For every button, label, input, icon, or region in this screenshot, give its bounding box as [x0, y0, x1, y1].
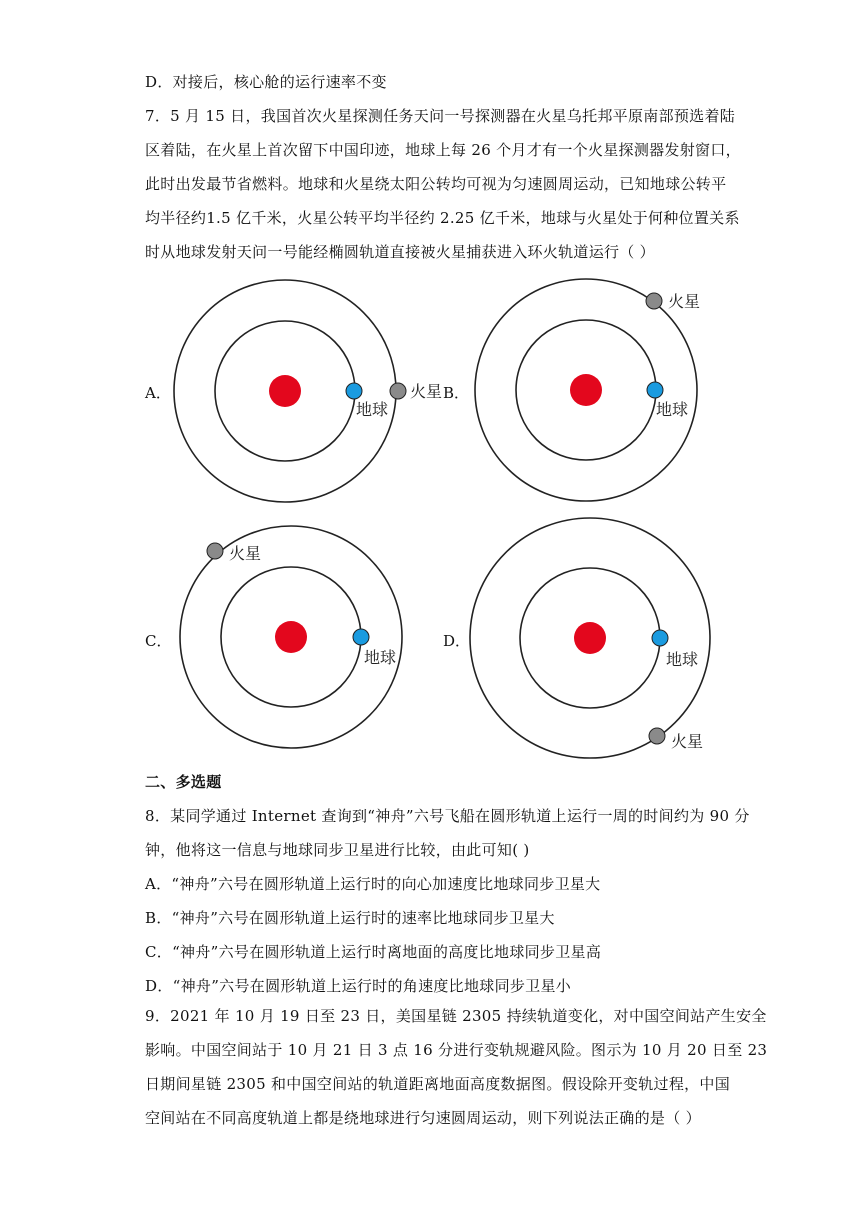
- q8-option-d[interactable]: D．“神舟”六号在圆形轨道上运行时的角速度比地球同步卫星小: [145, 977, 572, 995]
- mars-label: 火星: [229, 544, 262, 563]
- q6-option-d: D．对接后，核心舱的运行速率不变: [145, 73, 387, 91]
- q7-text-line: 均半径约1.5 亿千米，火星公转平均半径约 2.25 亿千米，地球与火星处于何种位置关系: [145, 209, 740, 227]
- mars-icon: [207, 543, 223, 559]
- sun-icon: [275, 621, 307, 653]
- q8-option-a[interactable]: A．“神舟”六号在圆形轨道上运行时的向心加速度比地球同步卫星大: [145, 875, 601, 893]
- section-heading-multiple-choice: 二、多选题: [145, 773, 222, 791]
- mars-label: 火星: [671, 732, 704, 751]
- earth-label: 地球: [356, 400, 389, 419]
- q7-option-c-label[interactable]: C．: [145, 632, 172, 650]
- earth-label: 地球: [656, 400, 689, 419]
- q7-option-b-label[interactable]: B．: [443, 384, 470, 402]
- sun-icon: [574, 622, 606, 654]
- earth-icon: [346, 383, 362, 399]
- earth-icon: [652, 630, 668, 646]
- q7-text-line: 此时出发最节省燃料。地球和火星绕太阳公转均可视为匀速圆周运动，已知地球公转平: [145, 175, 727, 193]
- q9-text-line: 空间站在不同高度轨道上都是绕地球进行匀速圆周运动，则下列说法正确的是（ ）: [145, 1109, 701, 1127]
- earth-label: 地球: [666, 650, 699, 669]
- sun-icon: [269, 375, 301, 407]
- sun-icon: [570, 374, 602, 406]
- q7-option-b-diagram: [470, 273, 710, 513]
- q9-text-line: 日期间星链 2305 和中国空间站的轨道距离地面高度数据图。假设除开变轨过程，中国: [145, 1075, 731, 1093]
- mars-icon: [390, 383, 406, 399]
- earth-icon: [353, 629, 369, 645]
- q7-text-line: 7．5 月 15 日，我国首次火星探测任务天问一号探测器在火星乌托邦平原南部预选着陆: [145, 107, 736, 125]
- mars-icon: [646, 293, 662, 309]
- q7-option-d-label[interactable]: D．: [443, 632, 471, 650]
- q7-option-a-diagram: [170, 273, 443, 513]
- mars-label: 火星: [668, 292, 701, 311]
- earth-label: 地球: [364, 648, 397, 667]
- q8-option-c[interactable]: C．“神舟”六号在圆形轨道上运行时离地面的高度比地球同步卫星高: [145, 943, 602, 961]
- q7-option-c-diagram: [176, 521, 416, 761]
- q7-text-line: 时从地球发射天问一号能经椭圆轨道直接被火星捕获进入环火轨道运行（ ）: [145, 243, 655, 261]
- mars-label: 火星: [410, 382, 443, 401]
- q7-text-line: 区着陆，在火星上首次留下中国印迹，地球上每 26 个月才有一个火星探测器发射窗口，: [145, 141, 741, 159]
- q7-option-a-label[interactable]: A．: [145, 384, 171, 402]
- q8-option-b[interactable]: B．“神舟”六号在圆形轨道上运行时的速率比地球同步卫星大: [145, 909, 555, 927]
- mars-icon: [649, 728, 665, 744]
- q9-text-line: 影响。中国空间站于 10 月 21 日 3 点 16 分进行变轨规避风险。图示为 10 月 20 日至 23: [145, 1041, 768, 1059]
- q8-text-line: 钟，他将这一信息与地球同步卫星进行比较，由此可知( ): [145, 841, 530, 859]
- q9-text-line: 9．2021 年 10 月 19 日至 23 日，美国星链 2305 持续轨道变化，对中国空间站产生安全: [145, 1007, 767, 1025]
- q8-text-line: 8．某同学通过 Internet 查询到“神舟”六号飞船在圆形轨道上运行一周的时间约为 90 分: [145, 807, 750, 825]
- q7-option-d-diagram: [470, 521, 710, 761]
- earth-icon: [647, 382, 663, 398]
